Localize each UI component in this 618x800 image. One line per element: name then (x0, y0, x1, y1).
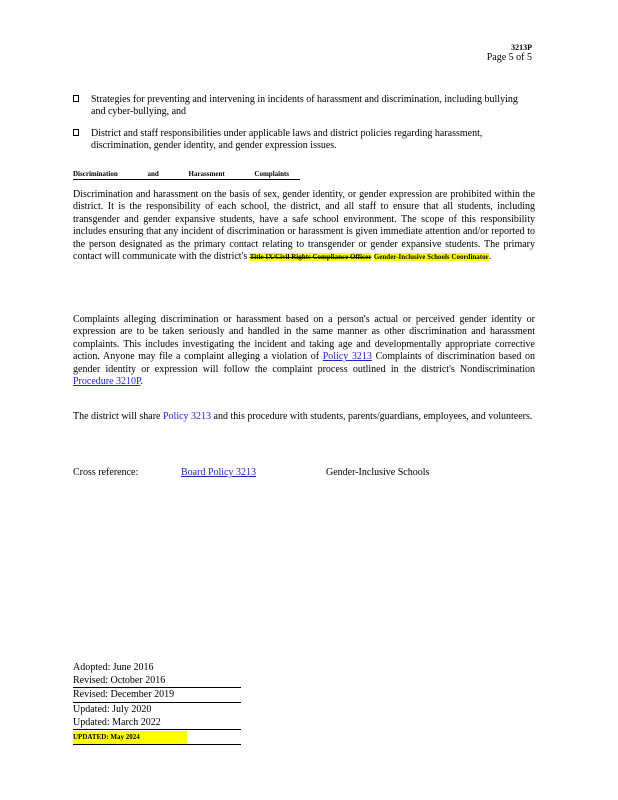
history-final-text: UPDATED: May 2024 (73, 731, 187, 744)
paragraph-text: and this procedure with students, parents/guardians, employees, and volunteers. (213, 411, 533, 422)
paragraph-end: . (488, 251, 492, 263)
paragraph-end: . (140, 376, 143, 388)
history-row-final (73, 730, 241, 745)
cross-reference-label: Cross reference: (73, 467, 139, 478)
page-number: Page 5 of 5 (486, 52, 532, 63)
checkbox-bullet-icon (73, 129, 79, 136)
board-policy-link[interactable]: Board Policy 3213 (181, 467, 256, 478)
checkbox-bullet-icon (73, 95, 79, 102)
section-title: Discrimination and Harassment Complaints (73, 170, 300, 180)
bullet-item (73, 128, 533, 152)
paragraph-text: Complaints of discrimination based on gender identity or expression will follow the complaint process outlined in the district's Nondiscrimination (73, 351, 536, 375)
inserted-text: Gender-Inclusive Schools Coordinator (373, 253, 489, 262)
policy-3213-link[interactable]: Policy 3213 (322, 351, 372, 363)
revision-history (73, 661, 241, 745)
paragraph-share (73, 411, 535, 423)
policy-3213-link[interactable]: Policy 3213 (162, 411, 212, 422)
paragraph-complaints (73, 314, 535, 388)
history-row: Revised: December 2019 (73, 688, 241, 702)
history-row: Revised: October 2016 (73, 674, 241, 688)
history-row: Updated: July 2020 (73, 703, 152, 715)
history-row: Adopted: June 2016 (73, 662, 154, 673)
bullet-text: District and staff responsibilities under applicable laws and district policies regarding harassment, discrimination, gender identity, and gender expression issues. (91, 128, 483, 151)
paragraph-discrimination (73, 189, 535, 263)
bullet-text: Strategies for preventing and intervening in incidents of harassment and discrimination, including bullying and cyber-bullying, and (91, 94, 518, 117)
paragraph-text: Complaints alleging discrimination or harassment based on a person's actual or perceived gender identity or expression are to be taken seriously and handled in the same manner as other discrimination and harassment complaints. This includes investigating the incident and taking age and developmentally appropriate corrective action. Anyone may file a complaint alleging a violation of (73, 314, 535, 363)
paragraph-text: Discrimination and harassment on the basis of sex, gender identity, or gender expression are prohibited within the district. It is the responsibility of each school, the district, and all staff to ensure that all students, including transgender and gender expansive students, have a safe school environment. The scope of this responsibility includes ensuring that any incident of discrimination or harassment is given immediate attention and/or reported to the person designated as the primary contact relating to transgender or gender expansive students. The primary contact will communicate with the district's (73, 189, 535, 263)
history-row: Updated: March 2022 (73, 716, 241, 730)
cross-reference-title: Gender-Inclusive Schools (326, 467, 430, 478)
bullet-item (73, 94, 533, 118)
struck-text: Title IX/Civil Rights Compliance Officer (249, 253, 372, 262)
procedure-code: 3213P (511, 43, 532, 52)
paragraph-text: The district will share (73, 411, 161, 422)
procedure-3210p-link[interactable]: Procedure 3210P (73, 376, 141, 388)
